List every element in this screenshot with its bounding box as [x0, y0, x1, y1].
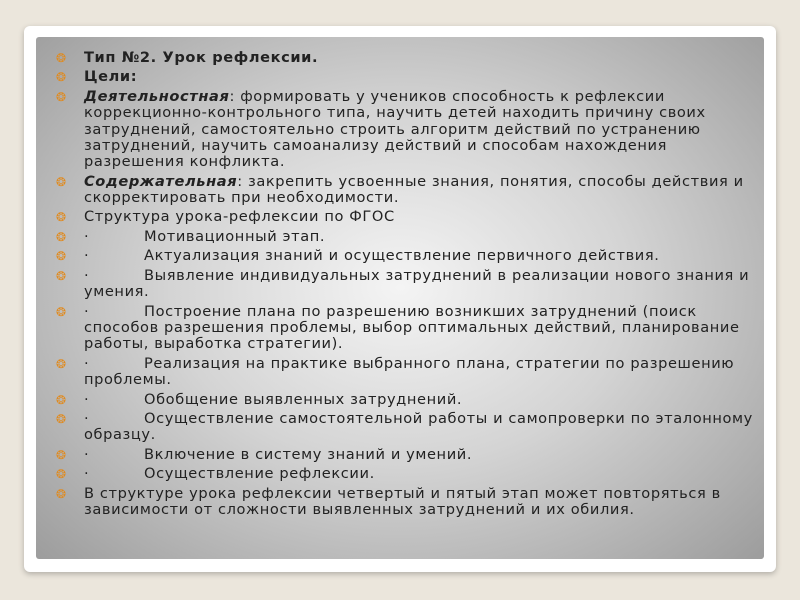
list-item [56, 89, 756, 170]
bullet-icon: ❂ [56, 249, 67, 264]
list-item [56, 486, 756, 519]
closing-note: В структуре урока рефлексии четвертый и пятый этап может повторяться в зависимости от сложности выявленных затруднений и их обилия. [84, 484, 721, 519]
bullet-icon: ❂ [56, 467, 67, 482]
step-marker: · [84, 445, 90, 463]
step-marker: · [84, 227, 90, 245]
bullet-icon: ❂ [56, 392, 67, 407]
step-text: Выявление индивидуальных затруднений в реализации нового знания и умения. [84, 266, 750, 301]
step-text: Реализация на практике выбранного плана, стратегии по разрешению проблемы. [84, 354, 735, 389]
bullet-icon: ❂ [56, 70, 67, 85]
goal-content-label: Содержательная [84, 172, 238, 190]
list-item [56, 209, 756, 225]
list-item [56, 447, 756, 463]
bullet-icon: ❂ [56, 412, 67, 426]
step-marker: · [84, 354, 90, 372]
slide [36, 37, 764, 559]
step-marker: · [84, 247, 90, 265]
goals-heading: Цели: [84, 68, 138, 86]
step-marker: · [84, 266, 90, 284]
bullet-icon: ❂ [56, 447, 67, 462]
list-item [56, 174, 756, 207]
step-text: Осуществление самостоятельной работы и самопроверки по эталонному образцу. [84, 410, 753, 444]
step-text: Построение плана по разрешению возникших затруднений (поиск способов разрешения проблемы, выбор оптимальных действий, планирование работы, выработка стратегии). [84, 302, 740, 353]
step-text: Осуществление рефлексии. [144, 465, 375, 483]
list-item [56, 268, 756, 301]
slide-title: Тип №2. Урок рефлексии. [84, 49, 319, 66]
list-item [56, 411, 756, 444]
step-text: Актуализация знаний и осуществление первичного действия. [144, 247, 660, 265]
list-item [56, 69, 756, 85]
step-text: Включение в систему знаний и умений. [144, 445, 473, 463]
goal-content-text: : закрепить усвоенные знания, понятия, способы действия и скорректировать при необходимости. [84, 172, 744, 206]
bullet-icon: ❂ [56, 356, 67, 371]
structure-heading: Структура урока-рефлексии по ФГОС [84, 208, 395, 226]
bullet-icon: ❂ [56, 89, 67, 104]
step-marker: · [84, 410, 90, 427]
bullet-icon: ❂ [56, 210, 67, 225]
bullet-icon: ❂ [56, 268, 67, 283]
list-item [56, 466, 756, 482]
list-item [56, 248, 756, 264]
step-marker: · [84, 390, 90, 408]
goal-activity-text: : формировать у учеников способность к рефлексии коррекционно-контрольного типа, научить детей находить причину своих затруднений, самостоятельно строить алгоритм действий по устранению затруднений, научить самоанализу действий и способам нахождения разрешения конфликта. [84, 87, 706, 171]
list-item [56, 304, 756, 353]
step-text: Обобщение выявленных затруднений. [144, 390, 463, 408]
step-marker: · [84, 465, 90, 483]
bullet-icon: ❂ [56, 486, 67, 501]
slide-bullet-list [56, 50, 756, 522]
list-item [56, 356, 756, 389]
step-text: Мотивационный этап. [144, 227, 326, 245]
bullet-icon: ❂ [56, 51, 67, 65]
bullet-icon: ❂ [56, 229, 67, 244]
step-marker: · [84, 302, 90, 320]
bullet-icon: ❂ [56, 304, 67, 319]
list-item [56, 392, 756, 408]
bullet-icon: ❂ [56, 174, 67, 189]
list-item [56, 229, 756, 245]
list-item [56, 50, 756, 66]
goal-activity-label: Деятельностная [84, 87, 230, 105]
